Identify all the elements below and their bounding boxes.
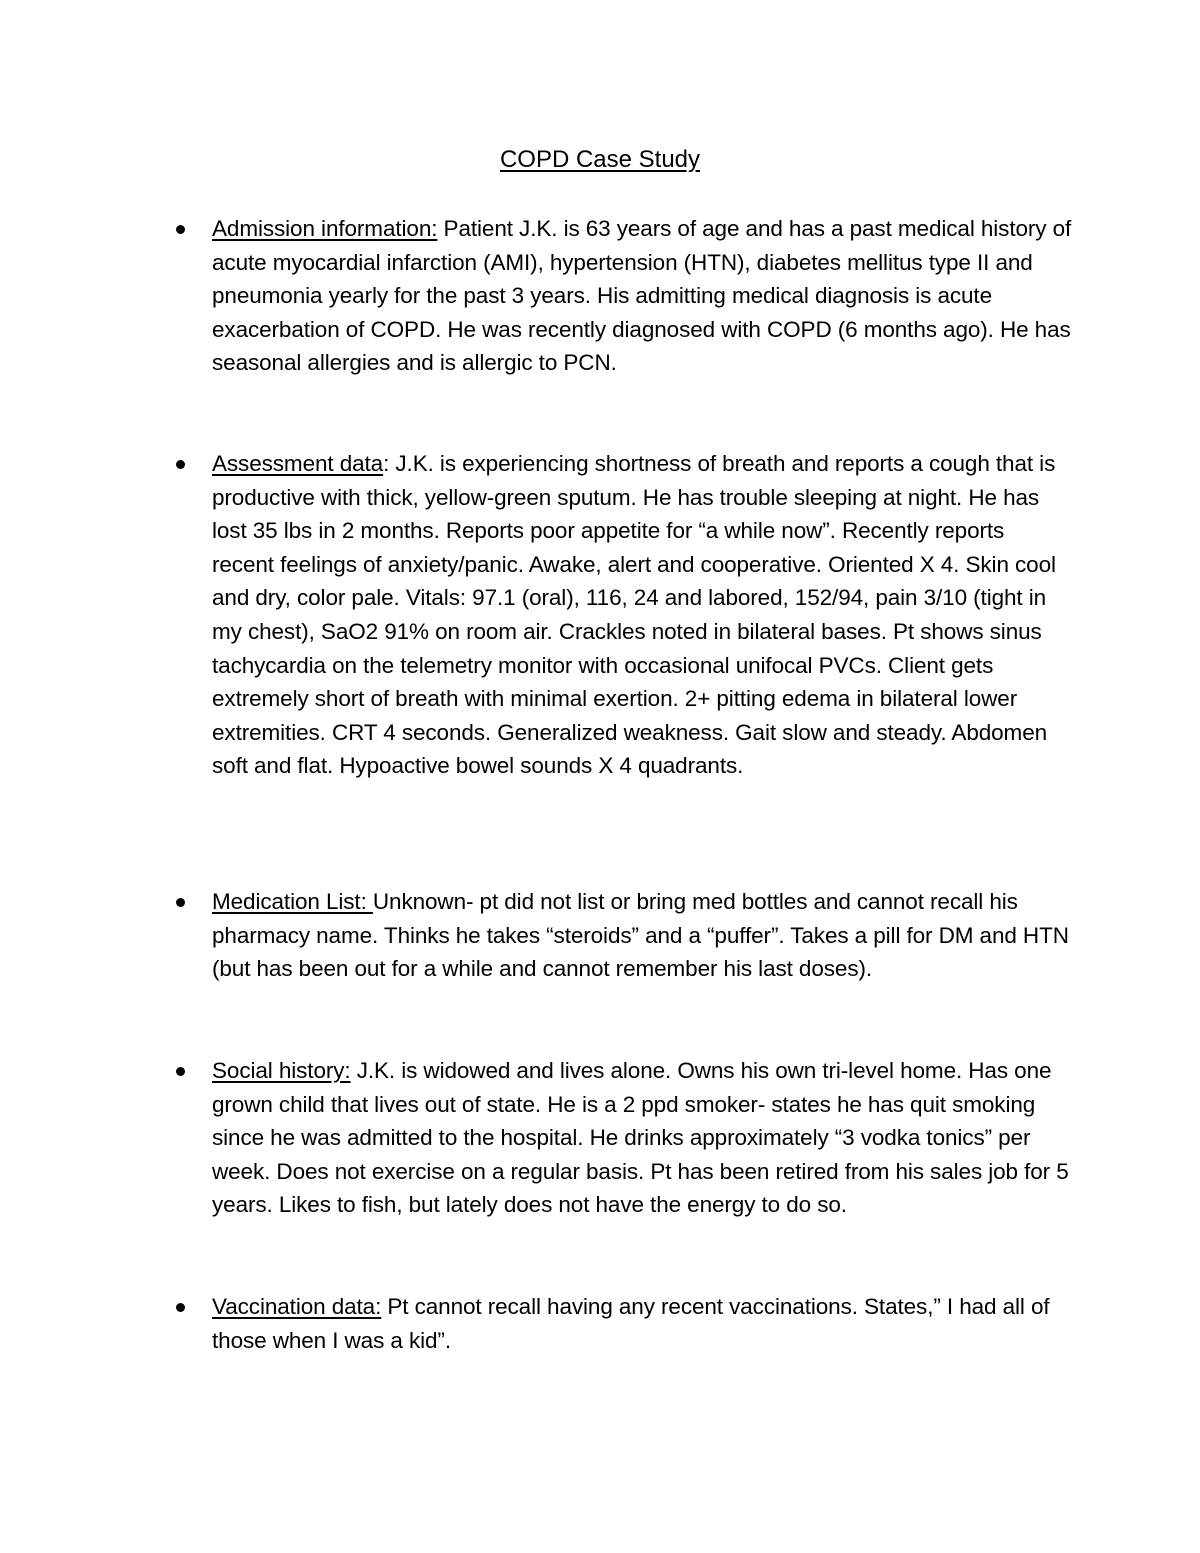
section-medication-list bbox=[212, 885, 1072, 986]
section-vaccination-data bbox=[212, 1290, 1072, 1357]
section-body: Patient J.K. is 63 years of age and has a past medical history of acute myocardial infarction (AMI), hypertension (HTN), diabetes mellitus type II and pneumonia yearly for the past 3 years. His admitting medical diagnosis is acute exacerbation of COPD. He was recently diagnosed with COPD (6 months ago). He has seasonal allergies and is allergic to PCN. bbox=[212, 216, 1072, 376]
section-admission-information bbox=[212, 212, 1072, 380]
section-body: Pt cannot recall having any recent vaccinations. States,” I had all of those when I was a kid”. bbox=[212, 1294, 1050, 1353]
section-body: : J.K. is experiencing shortness of breath and reports a cough that is productive with thick, yellow-green sputum. He has trouble sleeping at night. He has lost 35 lbs in 2 months. Reports poor appetite for “a while now”. Recently reports recent feelings of anxiety/panic. Awake, alert and cooperative. Oriented X 4. Skin cool and dry, color pale. Vitals: 97.1 (oral), 116, 24 and labored, 152/94, pain 3/10 (tight in my chest), SaO2 91% on room air. Crackles noted in bilateral bases. Pt shows sinus tachycardia on the telemetry monitor with occasional unifocal PVCs. Client gets extremely short of breath with minimal exertion. 2+ pitting edema in bilateral lower extremities. CRT 4 seconds. Generalized weakness. Gait slow and steady. Abdomen soft and flat. Hypoactive bowel sounds X 4 quadrants. bbox=[212, 451, 1056, 779]
section-heading: Assessment data bbox=[212, 451, 384, 476]
bullet-icon bbox=[176, 1067, 185, 1076]
bullet-icon bbox=[176, 898, 185, 907]
bullet-icon bbox=[176, 225, 185, 234]
section-heading: Medication List: bbox=[212, 889, 373, 914]
section-body: J.K. is widowed and lives alone. Owns his own tri-level home. Has one grown child that lives out of state. He is a 2 ppd smoker- states he has quit smoking since he was admitted to the hospital. He drinks approximately “3 vodka tonics” per week. Does not exercise on a regular basis. Pt has been retired from his sales job for 5 years. Likes to fish, but lately does not have the energy to do so. bbox=[212, 1058, 1069, 1218]
section-social-history bbox=[212, 1054, 1072, 1222]
section-heading: Admission information: bbox=[212, 216, 438, 241]
section-body: Unknown- pt did not list or bring med bottles and cannot recall his pharmacy name. Thinks he takes “steroids” and a “puffer”. Takes a pill for DM and HTN (but has been out for a while and cannot remember his last doses). bbox=[212, 889, 1069, 982]
bullet-icon bbox=[176, 1303, 185, 1312]
bullet-icon bbox=[176, 460, 185, 469]
section-heading: Social history: bbox=[212, 1058, 351, 1083]
document-title: COPD Case Study bbox=[499, 146, 701, 173]
section-heading: Vaccination data: bbox=[212, 1294, 382, 1319]
section-assessment-data bbox=[212, 447, 1072, 783]
